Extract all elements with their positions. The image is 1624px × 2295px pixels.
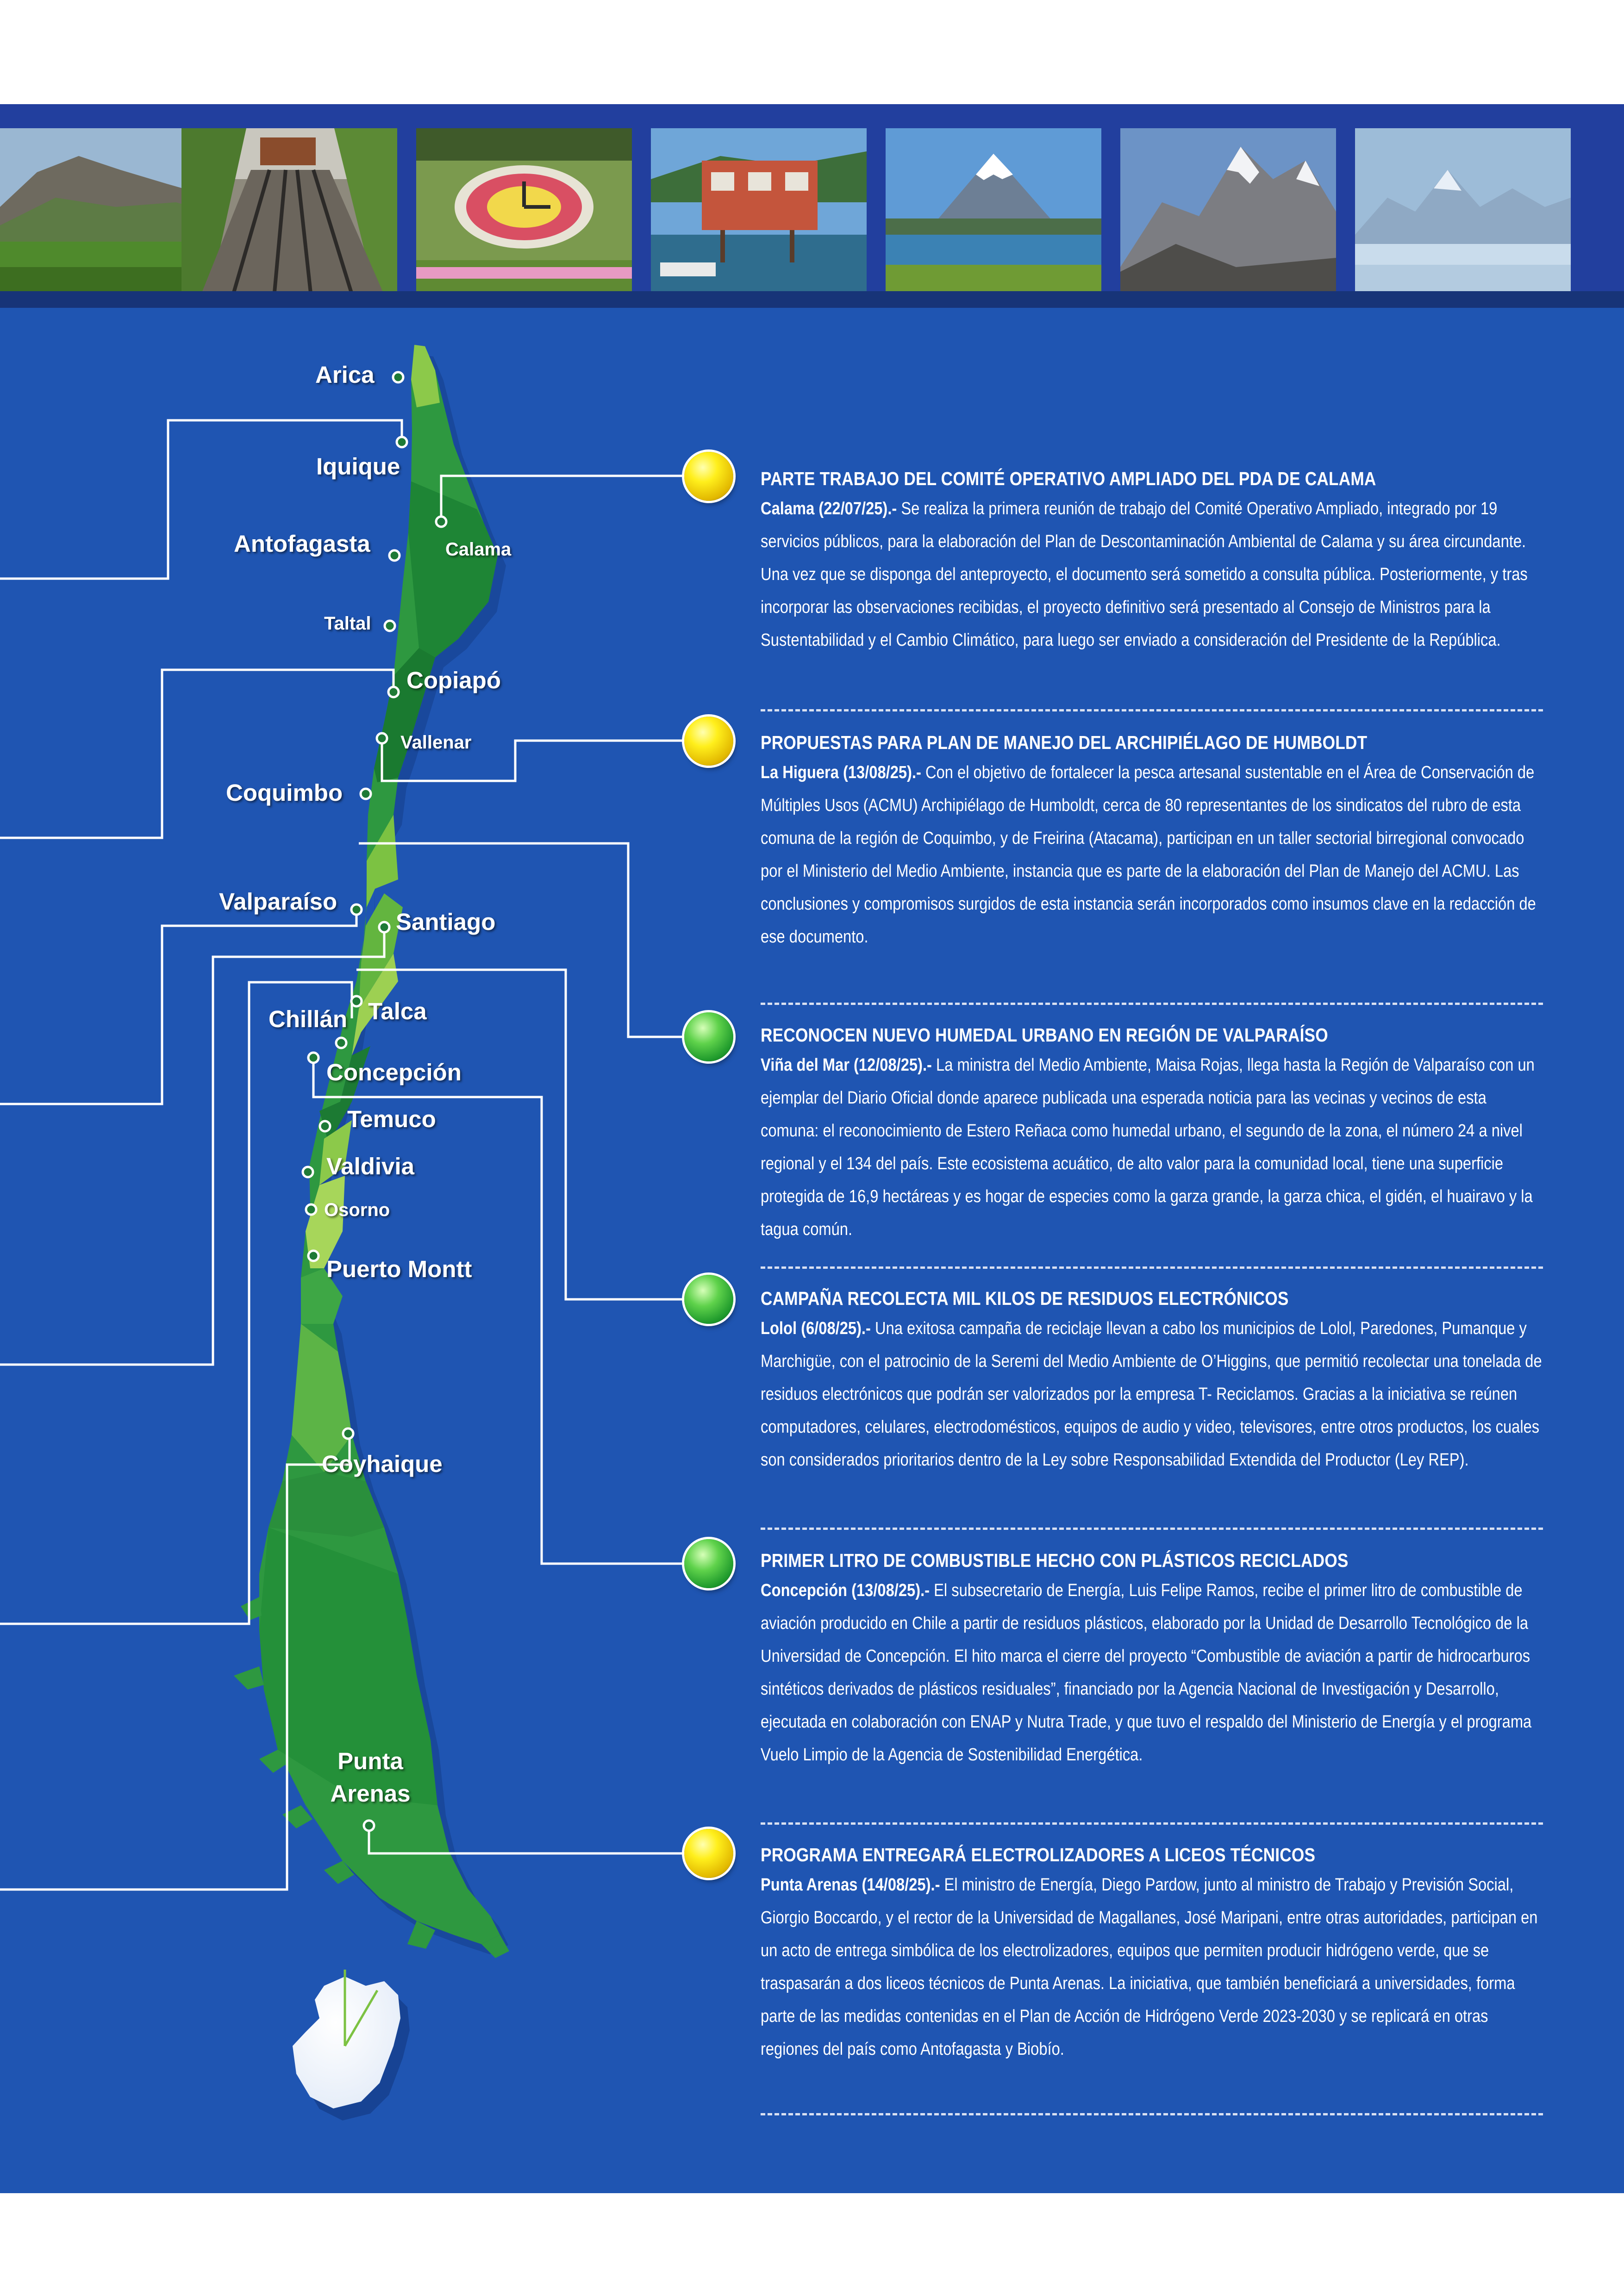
- news-title: PRIMER LITRO DE COMBUSTIBLE HECHO CON PLÁSTICOS RECICLADOS: [761, 1550, 1349, 1571]
- city-label-punta-arenas: Punta Arenas: [330, 1748, 411, 1807]
- punta-arenas-marker: [364, 1821, 374, 1831]
- city-label-arica: Arica: [315, 362, 375, 388]
- news-lead: Punta Arenas (14/08/25).-: [761, 1875, 940, 1895]
- news-bullet-4: [684, 1275, 733, 1324]
- news-bullet-2: [684, 717, 733, 766]
- news-item-concepcion: [761, 1547, 1548, 1771]
- chillan-marker: [336, 1038, 346, 1048]
- city-label-osorno: Osorno: [324, 1200, 390, 1220]
- news-separator: [761, 709, 1543, 711]
- city-label-antofagasta: Antofagasta: [234, 530, 370, 557]
- coquimbo-marker: [361, 789, 371, 799]
- news-separator: [761, 1528, 1543, 1530]
- news-body: [761, 1574, 1547, 1771]
- city-label-chillan: Chillán: [269, 1006, 348, 1032]
- valparaiso-marker: [351, 904, 362, 915]
- city-label-valdivia: Valdivia: [326, 1153, 414, 1179]
- news-separator: [761, 1266, 1543, 1269]
- city-label-taltal: Taltal: [324, 613, 371, 634]
- news-bullet-6: [684, 1829, 733, 1878]
- concepcion-marker: [308, 1053, 319, 1063]
- news-bullet-1: [684, 452, 733, 501]
- news-lead: Concepción (13/08/25).-: [761, 1581, 930, 1600]
- copiapo-marker: [388, 687, 399, 697]
- news-text: El subsecretario de Energía, Luis Felipe Ramos, recibe el primer litro de combustible de aviación producido en Chile a partir de residuos plásticos, elaborado por la Unidad de Desarrollo Tecnológico de la Universidad de Concepción. El hito marca el cierre del proyecto “Combustible de aviación a partir de hidrocarburos sintéticos derivados de plásticos residuales”, financiado por la Agencia Nacional de Investigación y Desarrollo, ejecutada en colaboración con ENAP y Nutra Trade, y que tuvo el respaldo del Ministerio de Energía y el programa Vuelo Limpio de la Agencia de Sostenibilidad Energética.: [761, 1581, 1532, 1765]
- news-title: PARTE TRABAJO DEL COMITÉ OPERATIVO AMPLIADO DEL PDA DE CALAMA: [761, 468, 1376, 489]
- news-lead: Lolol (6/08/25).-: [761, 1319, 871, 1338]
- city-label-santiago: Santiago: [396, 909, 496, 935]
- news-text: Con el objetivo de fortalecer la pesca artesanal sustentable en el Área de Conservación de Múltiples Usos (ACMU) Archipiélago de Humboldt, cerca de 80 representantes de los sindicatos del rubro de esta comuna de la región de Coquimbo, y de Freirina (Atacama), participan en un taller sectorial birregional convocado por el Ministerio del Medio Ambiente, instancia que es parte de la elaboración del Plan de Manejo del ACMU. Las conclusiones y compromisos surgidos de esta instancia serán incorporados como insumos clave en la redacción de ese documento.: [761, 763, 1536, 947]
- city-label-iquique: Iquique: [316, 453, 400, 480]
- news-item-humboldt: [761, 729, 1548, 954]
- news-text: La ministra del Medio Ambiente, Maisa Rojas, llega hasta la Región de Valparaíso con un ejemplar del Diario Oficial donde aparece publicada una esperada noticia para las vecinas y vecinos de esta comuna: el reconocimiento de Estero Reñaca como humedal urbano, el segundo de la zona, el número 24 a nivel regional y el 134 del país. Este ecosistema acuático, de alto valor para la comunidad local, tiene una superficie protegida de 16,9 hectáreas y es hogar de especies como la garza grande, la garza chica, el gidén, el huairavo y la tagua común.: [761, 1055, 1535, 1239]
- news-item-calama: [761, 465, 1548, 657]
- temuco-marker: [320, 1121, 330, 1131]
- news-body: [761, 493, 1547, 657]
- talca-marker: [351, 996, 362, 1006]
- news-text: Una exitosa campaña de reciclaje llevan a cabo los municipios de Lolol, Paredones, Pumanque y Marchigüe, con el patrocinio de la Seremi del Medio Ambiente de O’Higgins, que permitió recolectar una tonelada de residuos electrónicos que podrán ser valorizados por la empresa T- Reciclamos. Gracias a la iniciativa se reúnen computadores, celulares, electrodomésticos, equipos de audio y video, televisores, entre otros productos, los cuales son considerados prioritarios dentro de la Ley sobre Responsabilidad Extendida del Productor (Ley REP).: [761, 1319, 1542, 1470]
- news-lead: Calama (22/07/25).-: [761, 499, 897, 518]
- news-title: PROGRAMA ENTREGARÁ ELECTROLIZADORES A LICEOS TÉCNICOS: [761, 1844, 1316, 1865]
- city-label-coyhaique: Coyhaique: [322, 1451, 443, 1477]
- puerto-montt-marker: [308, 1251, 319, 1261]
- osorno-marker: [306, 1204, 316, 1215]
- news-body: [761, 1312, 1547, 1477]
- chile-map-shape: [259, 345, 500, 1944]
- coyhaique-marker: [343, 1428, 353, 1439]
- news-item-punta-arenas: [761, 1841, 1548, 2066]
- antarctic-territory-icon: [293, 1970, 410, 2120]
- calama-marker: [436, 517, 446, 527]
- news-lead: La Higuera (13/08/25).-: [761, 763, 921, 782]
- arica-marker: [393, 372, 403, 382]
- news-separator: [761, 1822, 1543, 1825]
- city-label-concepcion: Concepción: [326, 1059, 462, 1085]
- city-label-vallenar: Vallenar: [400, 732, 472, 753]
- city-label-calama: Calama: [445, 539, 512, 560]
- city-label-temuco: Temuco: [347, 1106, 436, 1132]
- news-title: RECONOCEN NUEVO HUMEDAL URBANO EN REGIÓN DE VALPARAÍSO: [761, 1024, 1328, 1046]
- santiago-marker: [379, 922, 389, 932]
- valdivia-marker: [303, 1167, 313, 1177]
- vallenar-marker: [377, 733, 387, 743]
- news-text: Se realiza la primera reunión de trabajo del Comité Operativo Ampliado, integrado por 19 servicios públicos, para la elaboración del Plan de Descontaminación Ambiental de Calama y su área circundante. Una vez que se disponga del anteproyecto, el documento será sometido a consulta pública. Posteriormente, y tras incorporar las observaciones recibidas, el proyecto definitivo será presentado al Consejo de Ministros para la Sustentabilidad y el Cambio Climático, para luego ser enviado a consideración del Presidente de la República.: [761, 499, 1528, 650]
- city-label-valparaiso: Valparaíso: [219, 888, 337, 915]
- news-lead: Viña del Mar (12/08/25).-: [761, 1055, 932, 1075]
- news-title: PROPUESTAS PARA PLAN DE MANEJO DEL ARCHIPIÉLAGO DE HUMBOLDT: [761, 732, 1368, 753]
- antofagasta-marker: [389, 550, 400, 561]
- city-label-puerto-montt: Puerto Montt: [326, 1256, 472, 1282]
- connector-atacama-left: [0, 670, 394, 838]
- news-item-lolol: [761, 1285, 1548, 1477]
- iquique-marker: [397, 437, 407, 447]
- news-body: [761, 756, 1547, 954]
- news-separator: [761, 1003, 1543, 1005]
- news-body: [761, 1049, 1547, 1246]
- news-title: CAMPAÑA RECOLECTA MIL KILOS DE RESIDUOS ELECTRÓNICOS: [761, 1288, 1289, 1309]
- news-bullet-5: [684, 1539, 733, 1588]
- city-label-coquimbo: Coquimbo: [226, 780, 343, 806]
- news-text: El ministro de Energía, Diego Pardow, junto al ministro de Trabajo y Previsión Social, Giorgio Boccardo, y el rector de la Universidad de Magallanes, José Maripani, entre otras autoridades, participan en un acto de entrega simbólica de los electrolizadores, equipos que permiten producir hidrógeno verde, que se traspasarán a dos liceos técnicos de Punta Arenas. La iniciativa, que también beneficiará a universidades, forma parte de las medidas contenidas en el Plan de Acción de Hidrógeno Verde 2023-2030 y se replicará en otras regiones del país como Antofagasta y Biobío.: [761, 1875, 1538, 2059]
- news-item-valparaiso: [761, 1021, 1548, 1246]
- news-separator: [761, 2113, 1543, 2115]
- city-label-talca: Talca: [368, 998, 427, 1024]
- taltal-marker: [385, 621, 395, 631]
- news-body: [761, 1869, 1547, 2066]
- city-label-copiapo: Copiapó: [406, 667, 501, 693]
- news-bullet-3: [684, 1012, 733, 1061]
